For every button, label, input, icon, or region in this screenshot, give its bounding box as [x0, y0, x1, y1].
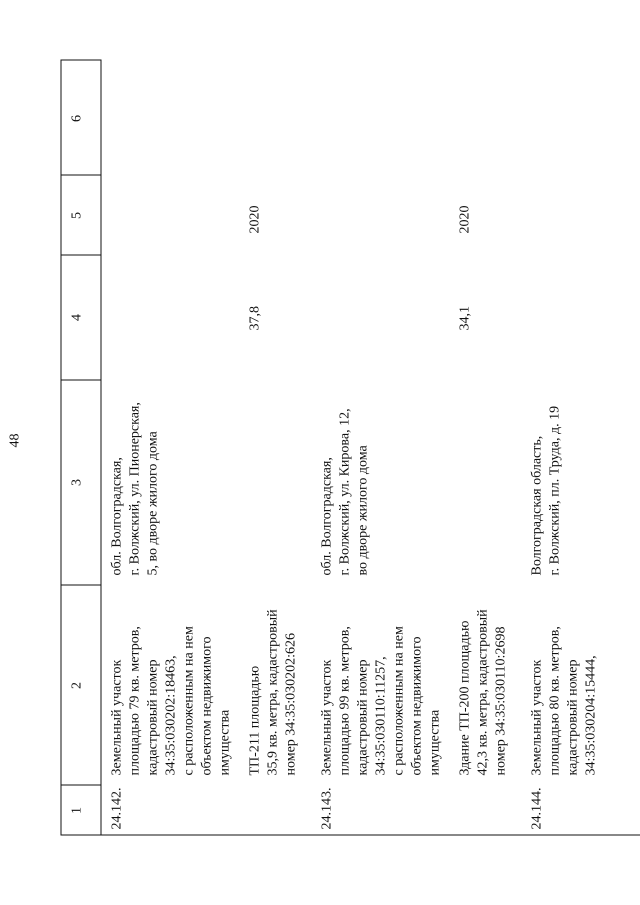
page-number: 48 [7, 433, 22, 447]
description: Земельный участок площадью 80 кв. метров, кадастровый номер 34:35:030204:15444, [529, 625, 598, 775]
column-divider-2-3 [60, 584, 100, 585]
column-header-4: 4 [69, 313, 84, 321]
row-number: 24.142. [109, 787, 124, 829]
column-header-6: 6 [69, 114, 84, 122]
row-number: 24.143. [319, 787, 334, 829]
description: Земельный участок площадью 99 кв. метров, кадастровый номер 34:35:030110:11257, с расположенным на нем объектом недвижимого имущества [319, 625, 442, 775]
column-header-3: 3 [69, 478, 84, 486]
column-divider-3-4 [60, 379, 100, 380]
column-header-1: 1 [69, 806, 84, 814]
year-value: 2020 [247, 205, 262, 233]
column-divider-5-6 [60, 174, 100, 175]
address: обл. Волгоградская, г. Волжский, ул. Кирова, 12, во дворе жилого дома [319, 407, 370, 575]
column-header-5: 5 [69, 211, 84, 219]
table-border-left [60, 834, 640, 835]
row-number: 24.144. [529, 787, 544, 829]
description-building: ТП-211 площадью 35,9 кв. метра, кадастровый номер 34:35:030202:626 [247, 608, 298, 775]
area-value: 37,8 [247, 305, 262, 330]
description-building: Здание ТП-200 площадью 42,3 кв. метра, кадастровый номер 34:35:030110:2698 [457, 608, 508, 775]
description: Земельный участок площадью 79 кв. метров, кадастровый номер 34:35:030202:18463, с расположенным на нем объектом недвижимого имущества [109, 625, 232, 775]
table-border-right [60, 59, 100, 60]
column-divider-4-5 [60, 254, 100, 255]
address: обл. Волгоградская, г. Волжский, ул. Пионерская, 5, во дворе жилого дома [109, 401, 160, 575]
address: Волгоградская область, г. Волжский, пл. Труда, д. 19 [529, 405, 562, 575]
header-bottom-line [100, 59, 101, 835]
year-value: 2020 [457, 205, 472, 233]
column-header-2: 2 [69, 681, 84, 689]
area-value: 34,1 [457, 305, 472, 330]
table-top-line [60, 59, 61, 835]
